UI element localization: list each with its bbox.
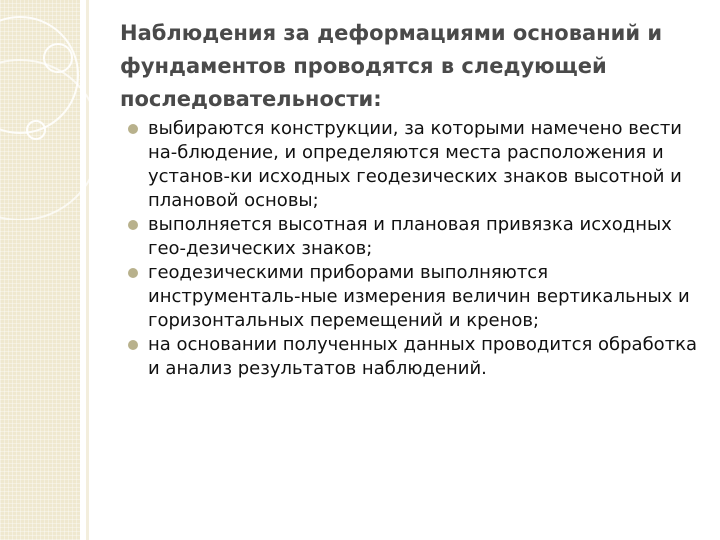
bullet-dot-icon bbox=[128, 340, 138, 350]
bullet-item bbox=[128, 213, 700, 261]
bullet-dot-icon bbox=[128, 220, 138, 230]
bullet-item bbox=[128, 117, 700, 213]
bullet-item bbox=[128, 333, 700, 381]
decorative-circles bbox=[0, 0, 140, 220]
bullet-dot-icon bbox=[128, 124, 138, 134]
bullet-text: выбираются конструкции, за которыми намечено вести на-блюдение, и определяются места расположения и установ-ки исходных геодезических знаков высотной и плановой основы; bbox=[148, 118, 683, 211]
bullet-text: на основании полученных данных проводится обработка и анализ результатов наблюдений. bbox=[148, 334, 698, 379]
bullet-item bbox=[128, 261, 700, 333]
bullet-text: выполняется высотная и плановая привязка исходных гео-дезических знаков; bbox=[148, 214, 672, 259]
slide-title: Наблюдения за деформациями оснований и фундаментов проводятся в следующей последовательности: bbox=[120, 21, 663, 111]
bullet-list bbox=[128, 117, 700, 381]
bullet-text: геодезическими приборами выполняются инструменталь-ные измерения величин вертикальных и горизонтальных перемещений и кренов; bbox=[148, 262, 690, 331]
bullet-dot-icon bbox=[128, 268, 138, 278]
